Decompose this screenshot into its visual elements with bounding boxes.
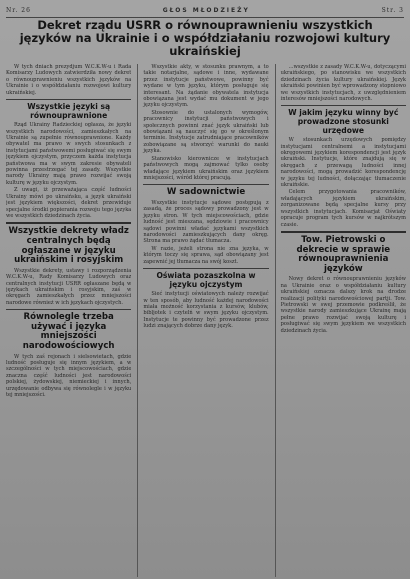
running-head <box>6 3 404 18</box>
paragraph: W tych dniach prezydjum W.C.K.W-u i Rada Komisarzy Ludowych zatwierdziła nowy dekret o równouprawnieniu wszystkich języków na Ukrainie i o współdziałaniu rozwojowi kultury ukraińskiej. <box>6 64 132 96</box>
paragraph: Wszystkie akty, w stosunku prawnym, a to takie notarjalne, sądowe i inne, wydawane przez instytucje państwowe, powinny być wydane w tym języku, którym posługuje się interesant. Na żądanie obywatela instytucja obowiązana jest wydać mu dokument w jego języku ojczystym. <box>143 64 269 109</box>
section-heading: Równolegle trzeba używać i języka mniejszości narodowościowych <box>22 312 115 351</box>
paragraph: W stosunkach urzędowych pomiędzy instytucjami centralnemi a instytucjami okręgowemi językiem korespondencji jest język ukraiński. Instytucje, które znajdują się w okręgach z przewagą ludności innej narodowości, mogą prowadzić korespondencję w języku tej ludności, dołączając tłumaczenie ukraińskie. <box>280 137 406 189</box>
column-1 <box>6 64 131 577</box>
column-2 <box>137 64 268 577</box>
paragraph: W tych zaś rejonach i sielsowietach, gdzie ludność posługuje się innym językiem, a w szczególności w tych miejscowościach, gdzie znaczna część ludności jest narodowości polskiej, żydowskiej, niemieckiej i innych, urzędowanie odbywa się równolegle i w języku tej mniejszości. <box>6 353 132 398</box>
paragraph: Sieć instytucji oświatowych należy rozwijać w ten sposób, aby ludność każdej narodowości miała możność korzystania z kursów, klubów, bibljotek i czytelń w swym języku ojczystym. Instytucje te powinny być prowadzone przez ludzi znających dobrze dany język. <box>143 291 269 330</box>
paragraph: Stanowisko kierownicze w instytucjach państwowych mogą zajmować tylko osoby władające językiem ukraińskim oraz językiem mniejszości, wśród której pracują. <box>143 155 269 181</box>
divider <box>6 222 131 224</box>
paragraph: Celem przygotowania pracowników, władających językiem ukraińskim, zorganizowane będą specjalne kursy przy wszystkich instytucjach. Komisarjat Oświaty opracuje program tych kursów w najkrótszym czasie. <box>280 189 406 228</box>
section-heading: Wszystkie języki są równouprawnione <box>27 102 111 120</box>
newspaper-title: GŁOS MŁODZIEŻY <box>162 6 250 14</box>
paragraph: Stosownie do ustalonych wymogów, pracownicy instytucji państwowych i społecznych powinni znać język ukraiński lub obowiązani są nauczyć się go w określonym terminie. Instytucje zatrudniające pracowników zobowiązane są stworzyć warunki do nauki języka. <box>143 109 269 155</box>
paragraph: Wszystkie instytucje sądowe postępują z zasadą, że proces sądowy prowadzony jest w języku stron. W tych miejscowościach, gdzie ludność jest mieszana, sędziowie i pracownicy sądowi powinni władać językami wszystkich narodowości zamieszkujących dany okręg. Strona ma prawo żądać tłumacza. <box>143 199 269 245</box>
section-heading: Tow. Pietrowski o dekrecie w sprawie równouprawnienia języków <box>296 234 391 274</box>
divider <box>281 105 406 106</box>
paragraph: Z uwagi, iż przeważająca część ludności Ukrainy mówi po ukraińsku, a język ukraiński jest językiem większości, dekret przewiduje specjalne środki popierania rozwoju tego języka we wszystkich dziedzinach życia. <box>6 187 132 219</box>
section-heading: Oświata pozaszkolna w języku ojczystym <box>156 270 256 289</box>
divider <box>6 309 131 310</box>
divider <box>6 99 131 100</box>
paragraph: Nowy dekret o równouprawnieniu języków na Ukrainie oraz o współdziałaniu kultury ukraińskiej oznacza dalszy krok na drodze realizacji polityki narodowościowej partji. Tow. Pietrowski w swej przemowie podkreślił, że wszystkie narody zamieszkujące Ukrainę mają pełne prawo rozwijać swoją kulturę i posługiwać się swym językiem we wszystkich dziedzinach życia. <box>280 276 406 334</box>
divider <box>143 268 268 269</box>
section-heading: W jakim języku winny być prowadzone stosunki urzędowe <box>288 108 399 135</box>
page-number-left: Nr. 26 <box>6 6 31 14</box>
page-number-right: Str. 3 <box>381 6 404 14</box>
paragraph: Rząd Ukrainy Radzieckiej ogłasza, że języki wszystkich narodowości, zamieszkałych na Ukrainie są zupełnie równouprawnione. Każdy obywatel ma prawo w swych stosunkach z instytucjami państwowemi posługiwać się swym językiem ojczystym, przyczem każda instytucja państwowa ma w swym zakresie obywateli powinna przestrzegać tej zasady. Wszystkie narody Ukrainy mają prawo rozwijać swoją kulturę w języku ojczystym. <box>6 122 132 186</box>
column-3 <box>275 64 406 577</box>
section-heading: Wszystkie dekrety władz centralnych będą ogłaszane w języku ukraińskim i rosyjskim <box>8 226 129 266</box>
divider <box>143 184 268 185</box>
paragraph: W razie, jeżeli strona nie zna języka, w którym toczy się sprawa, sąd obowiązany jest zapewnić jej tłumacza na swój koszt. <box>143 245 269 265</box>
divider <box>281 231 406 233</box>
section-heading: W sadownictwie <box>166 187 246 198</box>
paragraph: ...wszystkie z zasady W.C.K.W-u, dotyczącymi ukraińskiego, po stanowisku we wszystkich dziedzinach życia kultury ukraińskiej. Język ukraiński powinien być wprowadzony stopniowo we wszystkich instytucjach, z uwzględnieniem interesów mniejszości narodowych. <box>280 64 406 103</box>
paragraph: Wszystkie dekrety, ustawy i rozporządzenia W.C.K.W-u, Rady Komisarzy Ludowych oraz centralnych instytucji USRR ogłaszane będą w językach ukraińskim i rosyjskim, zaś w okręgach zamieszkałych przez mniejszości narodowe również w ich językach ojczystych. <box>6 267 132 306</box>
main-headline: Dekret rządu USRR o równouprawnieniu wszystkich języków na Ukrainie i o współdziałaniu rozwojowi kultury ukraińskiej <box>19 18 391 58</box>
article-columns <box>6 64 406 577</box>
